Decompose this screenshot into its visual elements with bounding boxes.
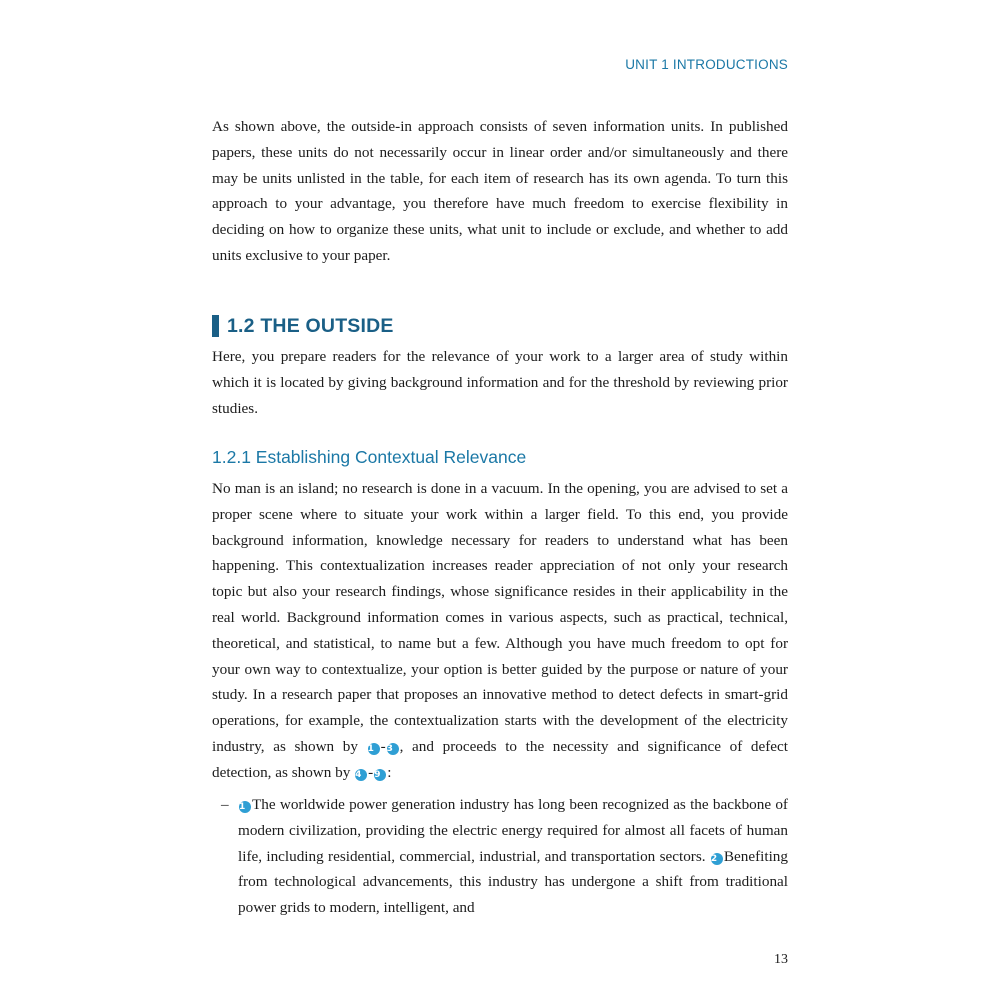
marker-1-icon: 1: [368, 743, 380, 755]
example-quote: [238, 792, 788, 921]
list-dash: –: [221, 796, 229, 813]
running-head: UNIT 1 INTRODUCTIONS: [625, 57, 788, 72]
marker-1-icon: 1: [239, 801, 251, 813]
example-sentence-1: The worldwide power generation industry has long been recognized as the backbone of modern civilization, providing the electric energy required for almost all facets of human life, including residential, commercial, industrial, and transportation sectors.: [238, 796, 788, 865]
paragraph-end-text: :: [387, 763, 392, 781]
section-heading: [212, 313, 394, 339]
section-title: 1.2 THE OUTSIDE: [227, 315, 394, 337]
section-heading-bar: [212, 315, 219, 337]
intro-paragraph: As shown above, the outside-in approach consists of seven information units. In published papers, these units do not necessarily occur in linear order and/or simultaneously and there may be units unlisted in the table, for each item of research has its own agenda. To turn this approach to your advantage, you therefore have much freedom to exercise flexibility in deciding on how to organize these units, what unit to include or exclude, and whether to add units exclusive to your paper.: [212, 118, 788, 264]
example-sentence-2: Benefiting from technological advancements, this industry has undergone a shift from traditional power grids to modern, intelligent, and: [238, 847, 788, 917]
marker-2-icon: 2: [711, 853, 723, 865]
marker-3-icon: 3: [387, 743, 399, 755]
page-number: 13: [774, 952, 788, 967]
paragraph-main-text: No man is an island; no research is done in a vacuum. In the opening, you are advised to set a proper scene where to situate your work within a larger field. To this end, you provide background information, knowledge necessary for readers to understand what has been happening. This contextualization increases reader appreciation of not only your research topic but also your research findings, whose significance resides in their applicability in the real world. Background information comes in various aspects, such as practical, technical, theoretical, and statistical, to name but a few. Although you have much freedom to opt for your own way to contextualize, your option is better guided by the purpose or nature of your study. In a research paper that proposes an innovative method to detect defects in smart-grid operations, for example, the contextualization starts with the development of the electricity industry, as shown by: [212, 480, 788, 755]
range-separator: -: [368, 763, 374, 781]
range-separator: -: [380, 737, 386, 755]
subsection-title: 1.2.1 Establishing Contextual Relevance: [212, 447, 527, 467]
marker-9-icon: 9: [374, 769, 386, 781]
section-paragraph: Here, you prepare readers for the relevance of your work to a larger area of study within which it is located by giving background information and for the threshold by reviewing prior studies.: [212, 348, 788, 417]
paragraph-mid-text: , and proceeds to the necessity and significance of defect detection, as shown by: [212, 737, 789, 781]
subsection-paragraph: [212, 476, 788, 786]
marker-4-icon: 4: [355, 769, 367, 781]
